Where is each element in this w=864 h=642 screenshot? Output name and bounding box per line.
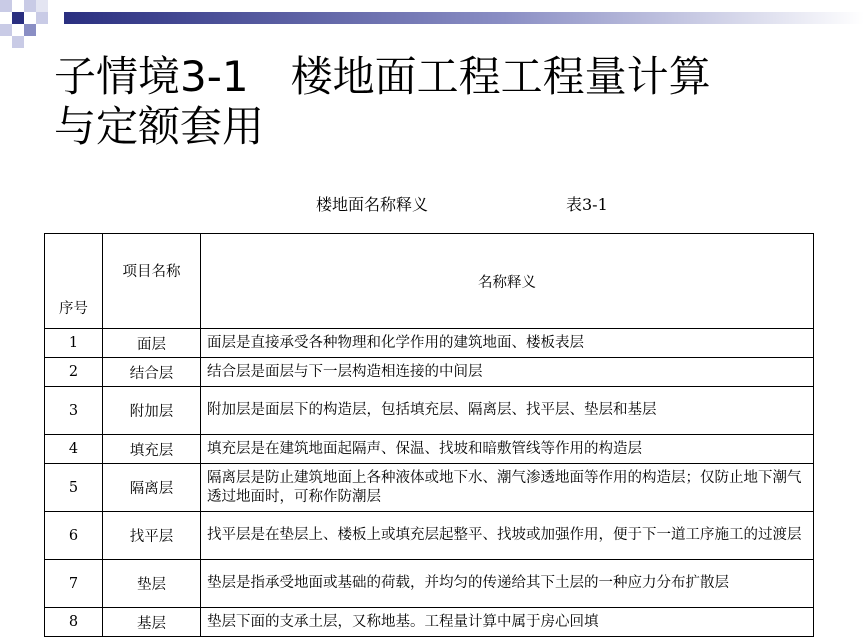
table-header-row bbox=[45, 234, 814, 329]
row-item-name: 隔离层 bbox=[103, 464, 201, 512]
slide-title-line1: 子情境3-1 楼地面工程工程量计算 bbox=[54, 52, 711, 101]
table-caption-name: 楼地面名称释义 bbox=[316, 195, 429, 214]
header-definition: 名称释义 bbox=[201, 234, 814, 329]
table-row bbox=[45, 608, 814, 637]
row-item-name: 找平层 bbox=[103, 512, 201, 560]
row-item-name: 附加层 bbox=[103, 387, 201, 435]
row-item-name: 面层 bbox=[103, 329, 201, 358]
table-row bbox=[45, 358, 814, 387]
row-index: 5 bbox=[45, 464, 103, 512]
row-definition: 垫层是指承受地面或基础的荷载，并均匀的传递给其下土层的一种应力分布扩散层 bbox=[201, 560, 814, 608]
header-decoration bbox=[0, 0, 864, 50]
row-index: 4 bbox=[45, 435, 103, 464]
row-definition: 填充层是在建筑地面起隔声、保温、找坡和暗敷管线等作用的构造层 bbox=[201, 435, 814, 464]
table-caption-number: 表3-1 bbox=[566, 195, 608, 214]
row-definition: 隔离层是防止建筑地面上各种液体或地下水、潮气渗透地面等作用的构造层；仅防止地下潮气透过地面时，可称作防潮层 bbox=[201, 464, 814, 512]
deco-square bbox=[24, 0, 36, 12]
table-row bbox=[45, 512, 814, 560]
table-row bbox=[45, 560, 814, 608]
row-item-name: 填充层 bbox=[103, 435, 201, 464]
table-row bbox=[45, 435, 814, 464]
deco-square bbox=[12, 12, 24, 24]
deco-square bbox=[12, 36, 24, 48]
row-index: 2 bbox=[45, 358, 103, 387]
table-row bbox=[45, 329, 814, 358]
row-definition: 结合层是面层与下一层构造相连接的中间层 bbox=[201, 358, 814, 387]
slide-title-line2: 与定额套用 bbox=[54, 102, 265, 151]
table-row bbox=[45, 387, 814, 435]
row-index: 6 bbox=[45, 512, 103, 560]
deco-square bbox=[36, 0, 48, 12]
row-definition: 找平层是在垫层上、楼板上或填充层起整平、找坡或加强作用，便于下一道工序施工的过渡层 bbox=[201, 512, 814, 560]
row-index: 3 bbox=[45, 387, 103, 435]
row-index: 8 bbox=[45, 608, 103, 637]
deco-square bbox=[36, 12, 48, 24]
definition-table bbox=[44, 233, 814, 637]
row-index: 7 bbox=[45, 560, 103, 608]
row-index: 1 bbox=[45, 329, 103, 358]
deco-square bbox=[24, 24, 36, 36]
row-definition: 垫层下面的支承土层，又称地基。工程量计算中属于房心回填 bbox=[201, 608, 814, 637]
row-item-name: 垫层 bbox=[103, 560, 201, 608]
row-item-name: 结合层 bbox=[103, 358, 201, 387]
slide-title bbox=[54, 52, 844, 152]
deco-square bbox=[0, 0, 12, 12]
header-index: 序号 bbox=[45, 234, 103, 329]
row-definition: 附加层是面层下的构造层，包括填充层、隔离层、找平层、垫层和基层 bbox=[201, 387, 814, 435]
deco-square bbox=[0, 24, 12, 36]
header-gradient-bar bbox=[64, 12, 864, 24]
row-definition: 面层是直接承受各种物理和化学作用的建筑地面、楼板表层 bbox=[201, 329, 814, 358]
header-item-name: 项目名称 bbox=[103, 234, 201, 329]
row-item-name: 基层 bbox=[103, 608, 201, 637]
table-row bbox=[45, 464, 814, 512]
